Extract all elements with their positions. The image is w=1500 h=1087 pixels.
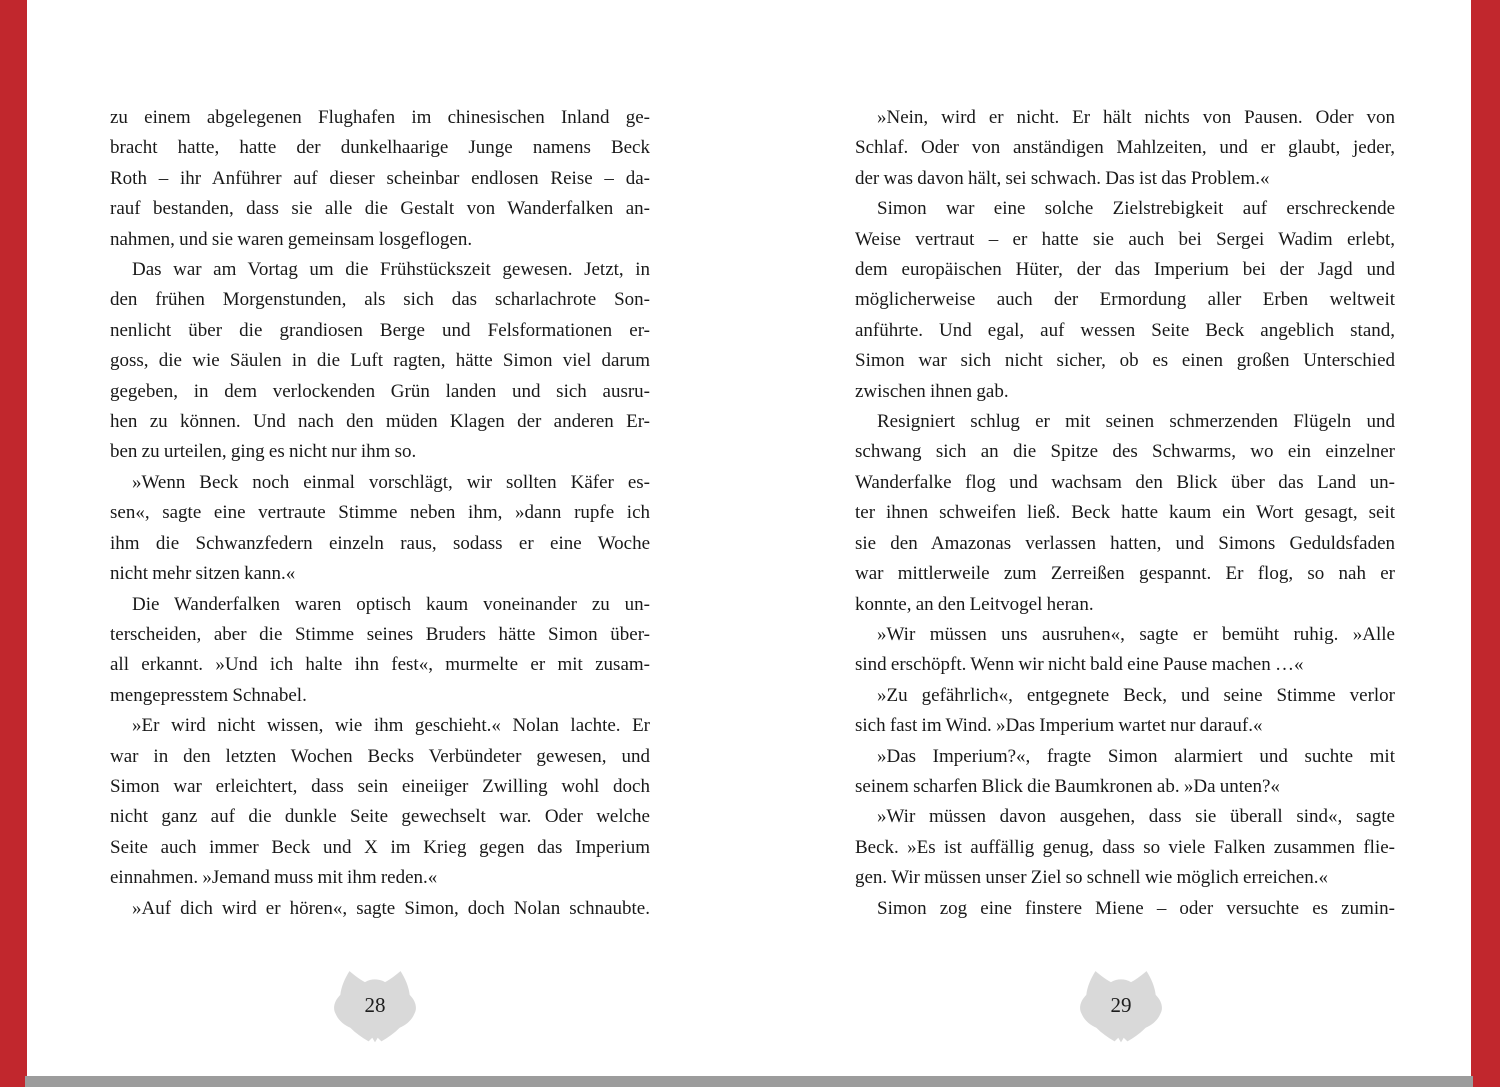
- text-line: anführte. Und egal, auf wessen Seite Beck angeblich stand,: [855, 319, 1395, 341]
- text-line: »Auf dich wird er hören«, sagte Simon, doch Nolan schnaubte.: [132, 897, 650, 919]
- text-line: terscheiden, aber die Stimme seines Bruders hätte Simon über-: [110, 623, 650, 645]
- page-left-text: [110, 103, 650, 924]
- text-line: Seite auch immer Beck und X im Krieg gegen das Imperium: [110, 836, 650, 858]
- text-line: bracht hatte, hatte der dunkelhaarige Junge namens Beck: [110, 137, 650, 159]
- text-line: einnahmen. »Jemand muss mit ihm reden.«: [110, 867, 438, 889]
- text-line: den frühen Morgenstunden, als sich das scharlachrote Son-: [110, 289, 650, 311]
- text-line: Die Wanderfalken waren optisch kaum voneinander zu un-: [132, 593, 650, 615]
- text-line: all erkannt. »Und ich halte ihn fest«, murmelte er mit zusam-: [110, 654, 650, 676]
- text-line: »Er wird nicht wissen, wie ihm geschieht.« Nolan lachte. Er: [132, 715, 650, 737]
- text-line: sie den Amazonas verlassen hatten, und Simons Geduldsfaden: [855, 532, 1395, 554]
- text-line: gegeben, in dem verlockenden Grün landen und sich ausru-: [110, 380, 650, 402]
- text-line: Schlaf. Oder von anständigen Mahlzeiten, und er glaubt, jeder,: [855, 137, 1395, 159]
- text-line: war in den letzten Wochen Becks Verbündeter gewesen, und: [110, 745, 650, 767]
- text-line: Simon war sich nicht sicher, ob es einen großen Unterschied: [855, 350, 1395, 372]
- book-cover-edge-right: [1471, 0, 1500, 1087]
- text-line: »Wenn Beck noch einmal vorschlägt, wir sollten Käfer es-: [132, 471, 650, 493]
- text-line: Das war am Vortag um die Frühstückszeit gewesen. Jetzt, in: [132, 259, 650, 281]
- text-line: schwang sich an die Spitze des Schwarms, wo ein einzelner: [855, 441, 1395, 463]
- text-line: nicht ganz auf die dunkle Seite gewechselt war. Oder welche: [110, 806, 650, 828]
- text-line: ter ihnen schweifen ließ. Beck hatte kaum ein Wort gesagt, seit: [855, 502, 1395, 524]
- text-line: zu einem abgelegenen Flughafen im chinesischen Inland ge-: [110, 107, 650, 128]
- page-right-text: [855, 103, 1395, 924]
- text-line: sich fast im Wind. »Das Imperium wartet nur darauf.«: [855, 715, 1263, 737]
- text-line: Simon war erleichtert, dass sein eineiiger Zwilling wohl doch: [110, 775, 650, 797]
- text-line: nenlicht über die grandiosen Berge und Felsformationen er-: [110, 319, 650, 341]
- text-line: gen. Wir müssen unser Ziel so schnell wie möglich erreichen.«: [855, 867, 1328, 889]
- page-number-marker-left: [329, 962, 421, 1046]
- text-line: hen zu können. Und nach den müden Klagen der anderen Er-: [110, 411, 650, 433]
- text-line: Simon zog eine finstere Miene – oder versuchte es zumin-: [877, 897, 1395, 919]
- text-line: nahmen, und sie waren gemeinsam losgeflogen.: [110, 228, 473, 250]
- text-line: Resigniert schlug er mit seinen schmerzenden Flügeln und: [877, 411, 1395, 433]
- text-line: »Das Imperium?«, fragte Simon alarmiert und suchte mit: [877, 745, 1395, 767]
- text-line: zwischen ihnen gab.: [855, 380, 1009, 402]
- text-line: »Wir müssen davon ausgehen, dass sie überall sind«, sagte: [877, 806, 1395, 828]
- text-line: seinem scharfen Blick die Baumkronen ab. »Da unten?«: [855, 775, 1280, 797]
- page-number: 29: [1110, 992, 1132, 1017]
- text-line: Weise vertraut – er hatte sie auch bei Sergei Wadim erlebt,: [855, 228, 1395, 250]
- text-line: sind erschöpft. Wenn wir nicht bald eine Pause machen …«: [855, 654, 1304, 676]
- book-cover-edge-bottom: [25, 1076, 1473, 1087]
- text-line: nicht mehr sitzen kann.«: [110, 563, 296, 585]
- text-line: Roth – ihr Anführer auf dieser scheinbar endlosen Reise – da-: [110, 167, 650, 189]
- text-line: »Nein, wird er nicht. Er hält nichts von Pausen. Oder von: [877, 107, 1395, 128]
- text-line: dem europäischen Hüter, der das Imperium bei der Jagd und: [855, 259, 1395, 281]
- text-line: Wanderfalke flog und wachsam den Blick über das Land un-: [855, 471, 1395, 493]
- text-line: war mittlerweile zum Zerreißen gespannt. Er flog, so nah er: [855, 563, 1395, 585]
- text-line: »Wir müssen uns ausruhen«, sagte er bemüht ruhig. »Alle: [877, 623, 1395, 645]
- page-number-marker-right: [1075, 962, 1167, 1046]
- text-line: ben zu urteilen, ging es nicht nur ihm so.: [110, 441, 417, 463]
- book-cover-edge-left: [0, 0, 27, 1087]
- text-line: konnte, an den Leitvogel heran.: [855, 593, 1094, 615]
- text-line: mengepresstem Schnabel.: [110, 684, 307, 706]
- text-line: der was davon hält, sei schwach. Das ist das Problem.«: [855, 167, 1270, 189]
- text-line: »Zu gefährlich«, entgegnete Beck, und seine Stimme verlor: [877, 684, 1395, 706]
- text-line: ihm die Schwanzfedern einzeln raus, sodass er eine Woche: [110, 532, 650, 554]
- text-line: goss, die wie Säulen in die Luft ragten, hätte Simon viel darum: [110, 350, 650, 372]
- text-line: Simon war eine solche Zielstrebigkeit auf erschreckende: [877, 198, 1395, 220]
- text-line: rauf bestanden, dass sie alle die Gestalt von Wanderfalken an-: [110, 198, 650, 220]
- text-line: Beck. »Es ist auffällig genug, dass so viele Falken zusammen flie-: [855, 836, 1395, 858]
- page-number: 28: [364, 992, 386, 1017]
- text-line: möglicherweise auch der Ermordung aller Erben weltweit: [855, 289, 1395, 311]
- text-line: sen«, sagte eine vertraute Stimme neben ihm, »dann rupfe ich: [110, 502, 650, 524]
